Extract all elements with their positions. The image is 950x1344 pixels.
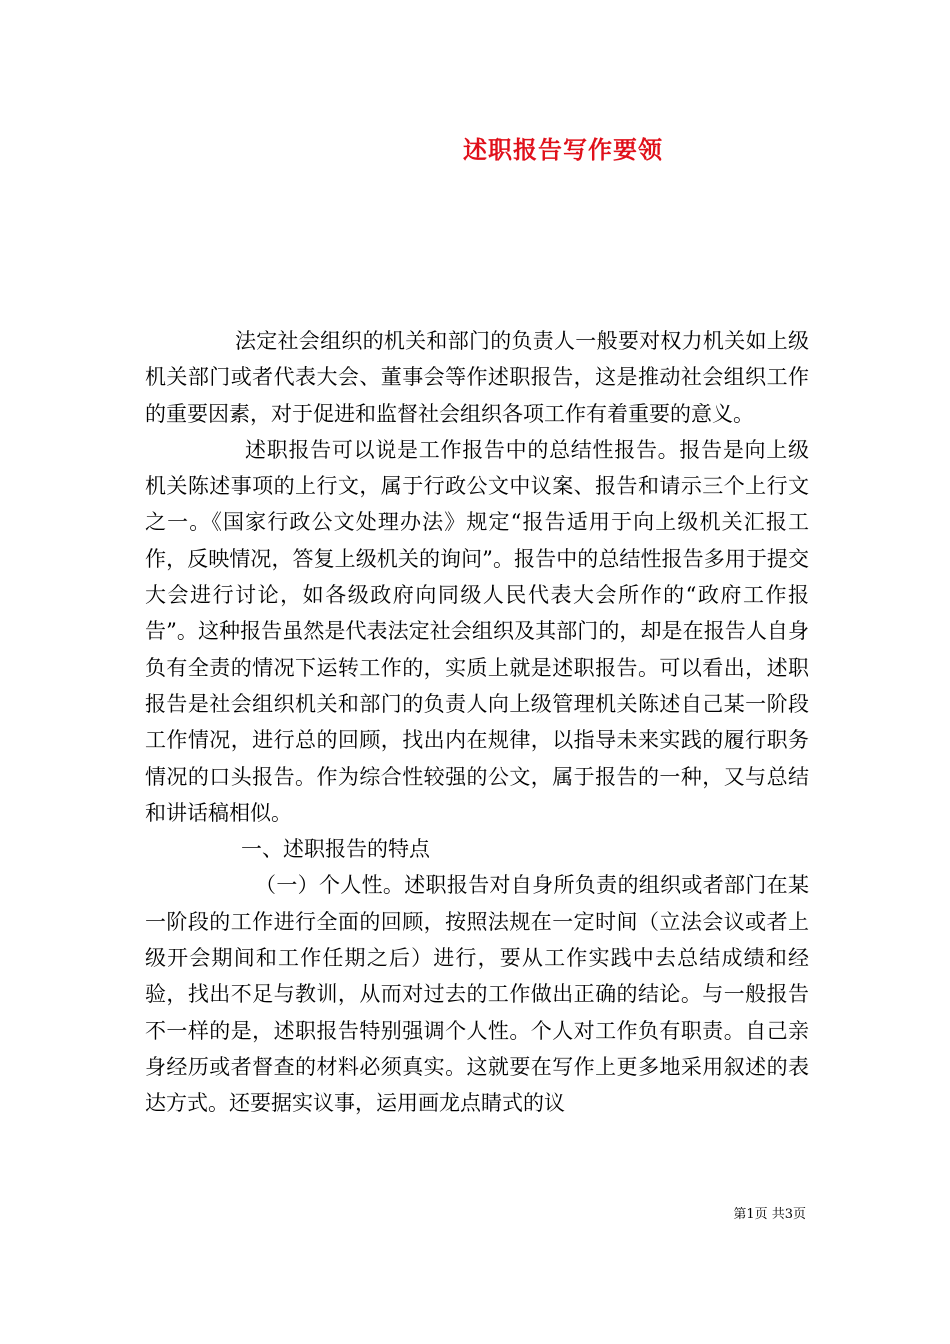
section-heading-features: 一、述职报告的特点 [241, 837, 430, 862]
paragraph-definition: 述职报告可以说是工作报告中的总结性报告。报告是向上级机关陈述事项的上行文，属于行政公文中议案、报告和请示三个上行文之一。《国家行政公文处理办法》规定“报告适用于向上级机关汇报工作，反映情况，答复上级机关的询问”。报告中的总结性报告多用于提交大会进行讨论，如各级政府向同级人民代表大会所作的“政府工作报告”。这种报告虽然是代表法定社会组织及其部门的，却是在报告人自身负有全责的情况下运转工作的，实质上就是述职报告。可以看出，述职报告是社会组织机关和部门的负责人向上级管理机关陈述自己某一阶段工作情况，进行总的回顾，找出内在规律，以指导未来实践的履行职务情况的口头报告。作为综合性较强的公文，属于报告的一种，又与总结和讲话稿相似。 [145, 437, 809, 825]
paragraph-personal: （一）个人性。述职报告对自身所负责的组织或者部门在某一阶段的工作进行全面的回顾，按照法规在一定时间（立法会议或者上级开会期间和工作任期之后）进行，要从工作实践中去总结成绩和经验，找出不足与教训，从而对过去的工作做出正确的结论。与一般报告不一样的是，述职报告特别强调个人性。个人对工作负有职责。自己亲身经历或者督查的材料必须真实。这就要在写作上更多地采用叙述的表达方式。还要据实议事，运用画龙点睛式的议 [145, 873, 809, 1116]
page-number-label: 第1页 共3页 [733, 1207, 806, 1222]
page-number-footer [0, 1206, 806, 1224]
paragraph-intro: 法定社会组织的机关和部门的负责人一般要对权力机关如上级机关部门或者代表大会、董事会等作述职报告，这是推动社会组织工作的重要因素，对于促进和监督社会组织各项工作有着重要的意义。 [145, 329, 809, 426]
document-title: 述职报告写作要领 [463, 135, 663, 164]
document-body [145, 323, 809, 1122]
